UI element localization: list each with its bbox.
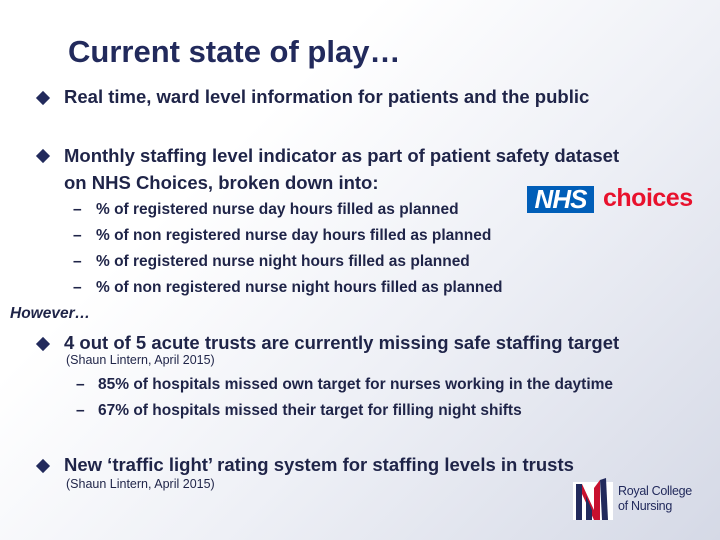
- diamond-bullet-icon: [36, 91, 50, 105]
- however-label: However…: [10, 305, 91, 322]
- finding-missing-target-text: 4 out of 5 acute trusts are currently missing safe staffing target: [64, 332, 620, 353]
- citation: (Shaun Lintern, April 2015): [66, 353, 215, 367]
- finding-sub-item: 85% of hospitals missed own target for nurses working in the daytime: [98, 376, 614, 393]
- rcn-logo-text: [618, 484, 692, 514]
- slide-title: Current state of play…: [68, 34, 401, 69]
- citation: (Shaun Lintern, April 2015): [66, 477, 215, 491]
- rcn-logo-line: of Nursing: [618, 499, 672, 513]
- dash-bullet-icon: –: [73, 227, 82, 244]
- dash-bullet-icon: –: [73, 253, 82, 270]
- bullet-monthly-line-1: Monthly staffing level indicator as part of patient safety dataset: [64, 145, 620, 166]
- rcn-logo-mark: [572, 476, 614, 522]
- diamond-bullet-icon: [36, 149, 50, 163]
- dash-bullet-icon: –: [73, 201, 82, 218]
- rcn-logo-line: Royal College: [618, 484, 692, 498]
- bullet-realtime-text: Real time, ward level information for patients and the public: [64, 86, 590, 107]
- diamond-bullet-icon: [36, 337, 50, 351]
- nhs-logo: NHS: [527, 186, 594, 213]
- dash-bullet-icon: –: [76, 402, 85, 419]
- sub-item: % of registered nurse day hours filled as planned: [96, 201, 459, 218]
- sub-item: % of registered nurse night hours filled as planned: [96, 253, 470, 270]
- diamond-bullet-icon: [36, 459, 50, 473]
- sub-item: % of non registered nurse night hours filled as planned: [96, 279, 503, 296]
- choices-logo-text: choices: [603, 184, 693, 212]
- finding-sub-item: 67% of hospitals missed their target for filling night shifts: [98, 402, 522, 419]
- finding-traffic-light-text: New ‘traffic light’ rating system for staffing levels in trusts: [64, 454, 574, 475]
- dash-bullet-icon: –: [73, 279, 82, 296]
- dash-bullet-icon: –: [76, 376, 85, 393]
- sub-item: % of non registered nurse day hours filled as planned: [96, 227, 492, 244]
- bullet-monthly-line-2: on NHS Choices, broken down into:: [64, 172, 379, 193]
